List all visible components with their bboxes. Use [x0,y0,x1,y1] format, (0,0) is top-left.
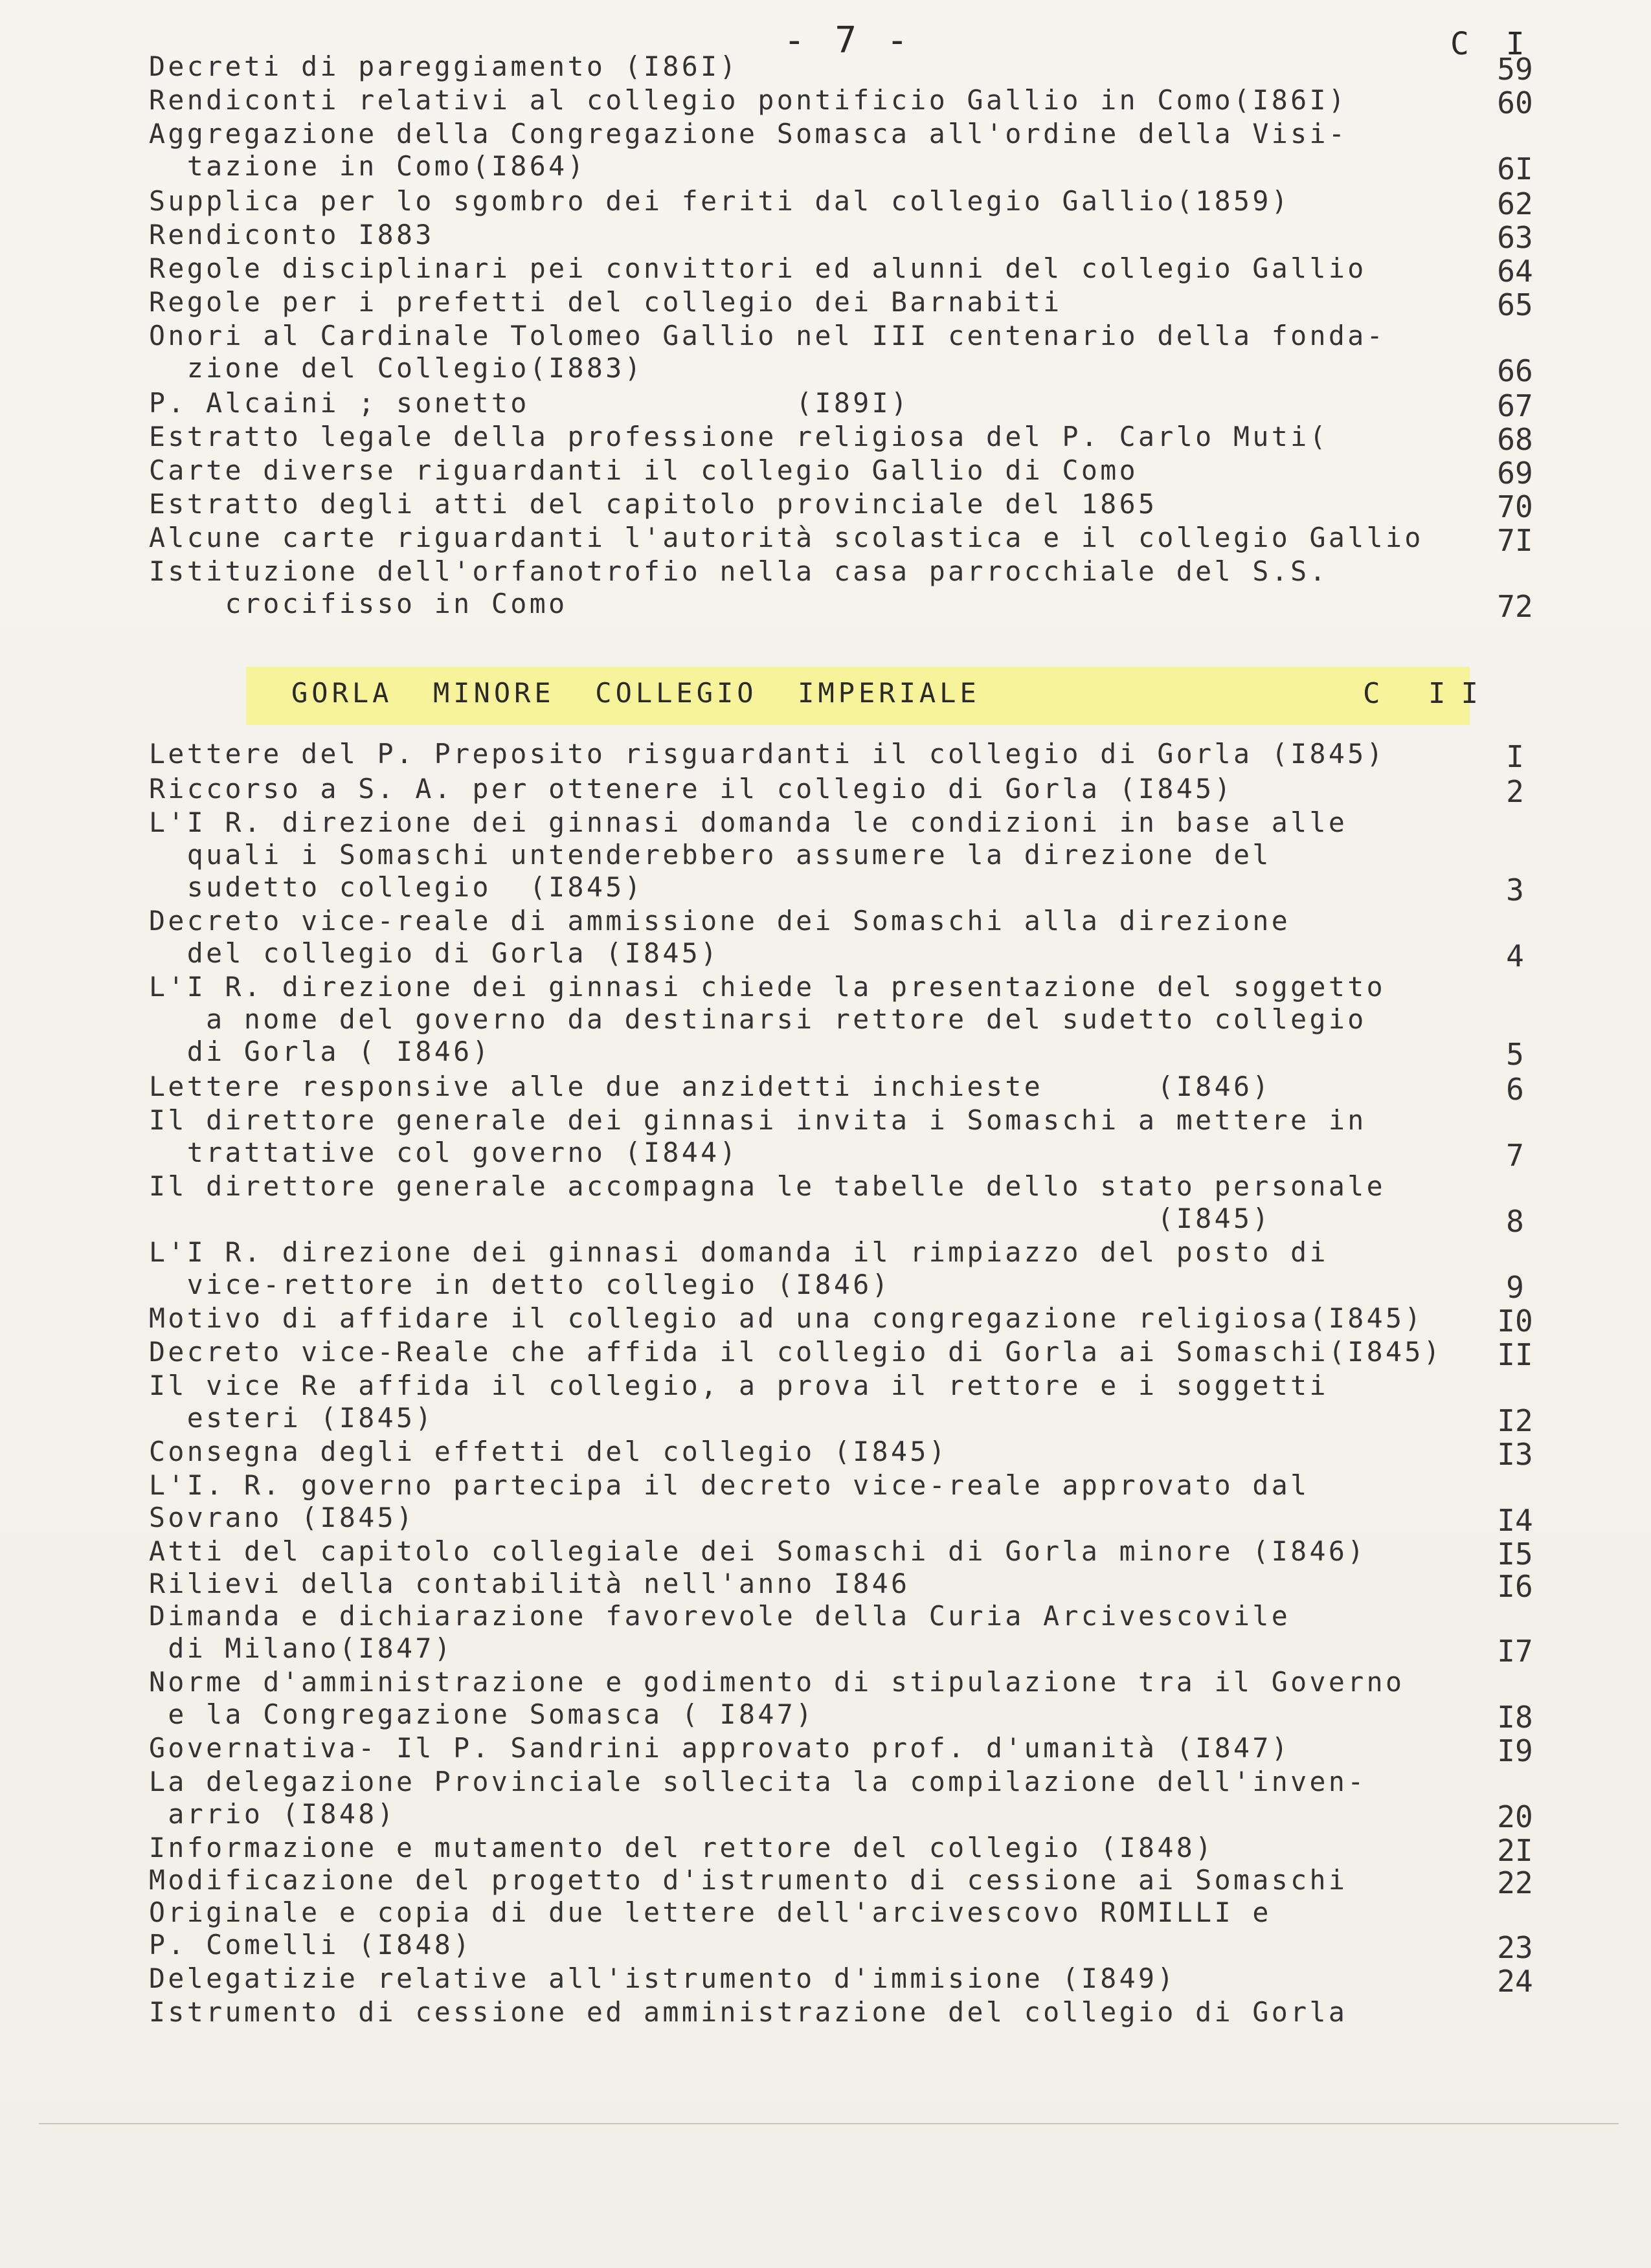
entry-number: 69 [1497,456,1533,491]
page-edge-line [39,2123,1619,2124]
entry-number: I8 [1497,1700,1533,1735]
entry-number: II [1497,1337,1533,1372]
entry-title: Rendiconti relativi al collegio pontificio Gallio in Como(I86I) [149,84,1348,116]
entry-title: Atti del capitolo collegiale dei Somaschi di Gorla minore (I846) [149,1535,1367,1567]
entry-number: I7 [1497,1634,1533,1669]
entry-title: di Milano(I847) [149,1632,454,1664]
entry-number: 2 [1506,774,1524,809]
entry-title: zione del Collegio(I883) [149,352,644,384]
entry-number: 7I [1497,523,1533,558]
entry-number: 62 [1497,186,1533,221]
entry-title: Il vice Re affida il collegio, a prova il rettore e i soggetti [149,1370,1329,1401]
entry-title: arrio (I848) [149,1798,397,1830]
section-title: GORLA MINORE COLLEGIO IMPERIALE [291,677,980,709]
entry-title: Consegna degli effetti del collegio (I845) [149,1436,949,1467]
entry-title: Lettere responsive alle due anzidetti inchieste (I846) [149,1071,1272,1102]
entry-title: Supplica per lo sgombro dei feriti dal collegio Gallio(1859) [149,185,1291,217]
entry-title: Informazione e mutamento del rettore del collegio (I848) [149,1832,1215,1863]
entry-title: Aggregazione della Congregazione Somasca all'ordine della Visi- [149,118,1348,150]
entry-title: Estratto legale della professione religiosa del P. Carlo Muti( [149,421,1329,452]
entry-title: Rilievi della contabilità nell'anno I846 [149,1568,910,1599]
entry-number: 20 [1497,1799,1533,1834]
entry-title: Motivo di affidare il collegio ad una congregazione religiosa(I845) [149,1302,1424,1334]
entry-title: L'I R. direzione dei ginnasi domanda il rimpiazzo del posto di [149,1236,1329,1268]
entry-number: 5 [1506,1037,1524,1072]
entry-title: Delegatizie relative all'istrumento d'immisione (I849) [149,1962,1176,1994]
entry-title: Decreti di pareggiamento (I86I) [149,50,739,82]
entry-title: Decreto vice-Reale che affida il collegio di Gorla ai Somaschi(I845) [149,1336,1443,1368]
entry-title: esteri (I845) [149,1402,434,1434]
entry-title: Regole per i prefetti del collegio dei Barnabiti [149,286,1062,318]
entry-number: 64 [1497,254,1533,289]
section-code: C II [1363,677,1494,710]
entry-number: 3 [1506,873,1524,907]
entry-title: Onori al Cardinale Tolomeo Gallio nel III centenario della fonda- [149,320,1386,351]
entry-title: Norme d'amministrazione e godimento di stipulazione tra il Governo [149,1666,1405,1698]
entry-title: L'I R. direzione dei ginnasi domanda le condizioni in base alle [149,806,1348,838]
entry-title: quali i Somaschi untenderebbero assumere la direzione del [149,839,1272,871]
entry-title: P. Alcaini ; sonetto (I89I) [149,387,910,419]
entry-title: Originale e copia di due lettere dell'arcivescovo ROMILLI e [149,1896,1272,1928]
page-number: - 7 - [783,19,912,61]
entry-title: P. Comelli (I848) [149,1929,473,1961]
entry-number: 24 [1497,1964,1533,1999]
entry-number: 67 [1497,388,1533,423]
entry-title: L'I R. direzione dei ginnasi chiede la presentazione del soggetto [149,971,1386,1003]
entry-title: Il direttore generale accompagna le tabelle dello stato personale [149,1170,1386,1202]
entry-title: Estratto degli atti del capitolo provinciale del 1865 [149,488,1158,520]
entry-number: I5 [1497,1537,1533,1572]
entry-number: I0 [1497,1304,1533,1339]
entry-number: 68 [1497,422,1533,457]
entry-number: I9 [1497,1733,1533,1768]
entry-title: e la Congregazione Somasca ( I847) [149,1698,815,1730]
entry-number: I2 [1497,1403,1533,1438]
entry-title: Regole disciplinari pei convittori ed alunni del collegio Gallio [149,252,1367,284]
entry-title: tazione in Como(I864) [149,150,587,182]
entry-number: 63 [1497,220,1533,255]
entry-title: Istrumento di cessione ed amministrazione del collegio di Gorla [149,1996,1348,2028]
entry-title: Istituzione dell'orfanotrofio nella casa parrocchiale del S.S. [149,555,1329,587]
entry-title: crocifisso in Como [149,588,568,619]
entry-number: 6 [1506,1072,1524,1107]
entry-title: Modificazione del progetto d'istrumento di cessione ai Somaschi [149,1864,1348,1896]
entry-title: La delegazione Provinciale sollecita la compilazione dell'inven- [149,1766,1367,1797]
entry-number: 4 [1506,939,1524,973]
box-code: C I [1450,26,1534,62]
entry-title: (I845) [149,1203,1272,1234]
entry-number: 7 [1506,1138,1524,1173]
entry-title: Carte diverse riguardanti il collegio Gallio di Como [149,454,1139,486]
entry-title: trattative col governo (I844) [149,1137,739,1168]
entry-number: 70 [1497,489,1533,524]
entry-title: Riccorso a S. A. per ottenere il collegio di Gorla (I845) [149,773,1233,805]
entry-title: Il direttore generale dei ginnasi invita i Somaschi a mettere in [149,1104,1367,1136]
entry-title: Sovrano (I845) [149,1502,416,1533]
entry-number: 59 [1497,52,1533,87]
entry-title: di Gorla ( I846) [149,1036,491,1067]
entry-title: Governativa- Il P. Sandrini approvato prof. d'umanità (I847) [149,1732,1291,1764]
entry-title: sudetto collegio (I845) [149,871,644,903]
entry-number: I4 [1497,1503,1533,1538]
entry-title: Dimanda e dichiarazione favorevole della Curia Arcivescovile [149,1600,1291,1632]
entry-number: 66 [1497,353,1533,388]
entry-title: Lettere del P. Preposito risguardanti il collegio di Gorla (I845) [149,738,1386,770]
entry-title: L'I. R. governo partecipa il decreto vice-reale approvato dal [149,1469,1310,1501]
entry-number: 60 [1497,85,1533,120]
entry-number: I6 [1497,1569,1533,1604]
entry-number: 72 [1497,589,1533,624]
entry-number: I [1506,739,1524,774]
entry-title: Alcune carte riguardanti l'autorità scolastica e il collegio Gallio [149,522,1424,553]
entry-number: 2I [1497,1833,1533,1868]
entry-title: a nome del governo da destinarsi rettore del sudetto collegio [149,1003,1367,1035]
entry-title: Rendiconto I883 [149,219,434,250]
entry-number: 65 [1497,287,1533,322]
entry-number: 9 [1506,1270,1524,1305]
entry-title: del collegio di Gorla (I845) [149,937,720,969]
entry-number: 6I [1497,151,1533,186]
entry-title: vice-rettore in detto collegio (I846) [149,1269,892,1300]
entry-number: 23 [1497,1930,1533,1965]
entry-number: 22 [1497,1865,1533,1900]
entry-number: 8 [1506,1204,1524,1239]
entry-number: I3 [1497,1437,1533,1472]
entry-title: Decreto vice-reale di ammissione dei Somaschi alla direzione [149,905,1291,937]
